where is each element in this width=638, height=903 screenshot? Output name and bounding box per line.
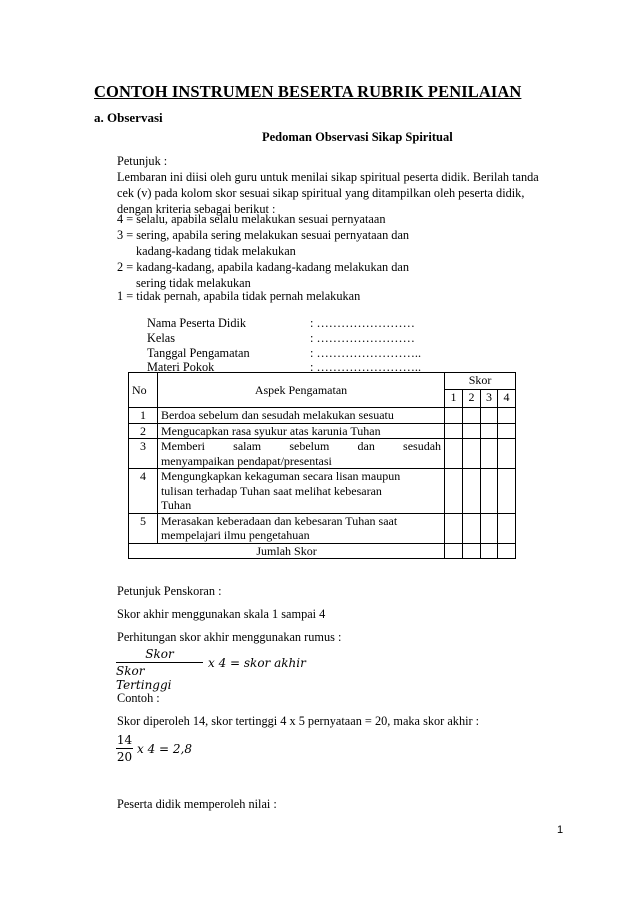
- score-cell[interactable]: [497, 423, 515, 439]
- field-value-kelas: : ……………………: [310, 331, 415, 345]
- criteria-3-cont: kadang-kadang tidak melakukan: [136, 244, 296, 258]
- row-no: 3: [129, 439, 158, 469]
- row-aspek: [157, 439, 444, 469]
- score-cell[interactable]: [481, 513, 498, 543]
- score-cell[interactable]: [481, 543, 498, 559]
- row-no: 5: [129, 513, 158, 543]
- table-row: [129, 408, 516, 424]
- petunjuk-line: dengan kriteria sebagai berikut :: [117, 202, 276, 216]
- score-cell[interactable]: [481, 469, 498, 514]
- row-text: Berdoa sebelum dan sesudah melakukan sesuatu: [160, 408, 394, 422]
- subtitle: Pedoman Observasi Sikap Spiritual: [262, 130, 453, 144]
- table-row: [129, 423, 516, 439]
- score-cell[interactable]: [463, 513, 481, 543]
- score-cell[interactable]: [481, 439, 498, 469]
- example-denominator: 20: [116, 750, 133, 764]
- header-skor: Skor: [445, 373, 516, 390]
- row-aspek: [157, 513, 444, 543]
- formula-rest: x 4 = skor akhir: [208, 656, 306, 670]
- score-cell[interactable]: [463, 439, 481, 469]
- table-row: [129, 543, 516, 559]
- example-rest: x 4 = 2,8: [137, 742, 192, 756]
- score-cell[interactable]: [497, 543, 515, 559]
- score-cell[interactable]: [463, 543, 481, 559]
- header-skor-1: 1: [445, 390, 463, 408]
- score-cell[interactable]: [463, 423, 481, 439]
- header-no: No: [129, 373, 158, 408]
- score-cell[interactable]: [497, 469, 515, 514]
- header-skor-3: 3: [481, 390, 498, 408]
- petunjuk-line: cek (v) pada kolom skor sesuai sikap spiritual yang ditampilkan oleh peserta didik,: [117, 186, 525, 200]
- score-cell[interactable]: [445, 469, 463, 514]
- row-aspek: [157, 408, 444, 424]
- score-cell[interactable]: [445, 439, 463, 469]
- table-row: [129, 469, 516, 514]
- nilai-text: Peserta didik memperoleh nilai :: [117, 797, 277, 811]
- score-cell[interactable]: [445, 408, 463, 424]
- field-label-tanggal: Tanggal Pengamatan: [147, 346, 250, 360]
- field-label-materi: Materi Pokok: [147, 360, 215, 374]
- score-cell[interactable]: [497, 408, 515, 424]
- criteria-4: 4 = selalu, apabila selalu melakukan sesuai pernyataan: [117, 212, 386, 226]
- score-cell[interactable]: [497, 513, 515, 543]
- petunjuk-line: Lembaran ini diisi oleh guru untuk menilai sikap spiritual peserta didik. Berilah tanda: [117, 170, 539, 184]
- field-label-kelas: Kelas: [147, 331, 175, 345]
- contoh-label: Contoh :: [117, 691, 160, 705]
- row-text: Mengucapkan rasa syukur atas karunia Tuhan: [160, 423, 381, 438]
- row-text: mempelajari ilmu pengetahuan: [160, 528, 310, 542]
- score-cell[interactable]: [463, 408, 481, 424]
- contoh-text: Skor diperoleh 14, skor tertinggi 4 x 5 pernyataan = 20, maka skor akhir :: [117, 714, 480, 728]
- score-cell[interactable]: [481, 423, 498, 439]
- row-text: tulisan terhadap Tuhan saat melihat kebesaran: [160, 483, 382, 498]
- header-skor-4: 4: [497, 390, 515, 408]
- criteria-3: 3 = sering, apabila sering melakukan sesuai pernyataan dan: [117, 228, 410, 242]
- score-cell[interactable]: [481, 408, 498, 424]
- field-value-materi: : ……………………..: [310, 360, 422, 374]
- penskoran-label: Petunjuk Penskoran :: [117, 584, 222, 598]
- section-heading: a. Observasi: [94, 110, 163, 125]
- score-cell[interactable]: [445, 423, 463, 439]
- score-cell[interactable]: [463, 469, 481, 514]
- header-aspek: Aspek Pengamatan: [157, 373, 444, 408]
- example-numerator: 14: [116, 733, 133, 747]
- row-aspek: [157, 469, 444, 514]
- petunjuk-label: Petunjuk :: [117, 154, 168, 168]
- table-row: [129, 513, 516, 543]
- page-title: CONTOH INSTRUMEN BESERTA RUBRIK PENILAIAN: [94, 82, 522, 101]
- header-skor-2: 2: [463, 390, 481, 408]
- formula-fraction: [116, 647, 203, 692]
- row-text: Mengungkapkan kekaguman secara lisan maupun: [160, 469, 401, 483]
- row-no: 4: [129, 469, 158, 514]
- formula-numerator: Skor: [145, 647, 174, 661]
- total-label: Jumlah Skor: [129, 543, 445, 559]
- fraction-bar: [116, 662, 203, 663]
- field-label-nama: Nama Peserta Didik: [147, 316, 247, 330]
- criteria-2: 2 = kadang-kadang, apabila kadang-kadang melakukan dan: [117, 260, 410, 274]
- score-cell[interactable]: [445, 513, 463, 543]
- formula-denominator: Skor Tertinggi: [116, 664, 172, 692]
- fraction-bar: [116, 748, 133, 749]
- score-cell[interactable]: [445, 543, 463, 559]
- row-no: 1: [129, 408, 158, 424]
- field-value-nama: : ……………………: [310, 316, 415, 330]
- page-number: 1: [557, 824, 564, 836]
- rubric-table: [128, 372, 516, 559]
- row-text: Merasakan keberadaan dan kebesaran Tuhan saat: [160, 513, 398, 528]
- rumus-label: Perhitungan skor akhir menggunakan rumus :: [117, 630, 342, 644]
- row-text: menyampaikan pendapat/presentasi: [160, 453, 332, 468]
- criteria-2-cont: sering tidak melakukan: [136, 276, 251, 290]
- field-value-tanggal: : ……………………..: [310, 346, 422, 360]
- example-fraction: [116, 733, 133, 764]
- row-text: Memberi salam sebelum dan sesudah: [160, 439, 442, 453]
- table-row: [129, 439, 516, 469]
- criteria-1: 1 = tidak pernah, apabila tidak pernah melakukan: [117, 289, 361, 303]
- row-aspek: [157, 423, 444, 439]
- skala-text: Skor akhir menggunakan skala 1 sampai 4: [117, 607, 326, 621]
- row-text: Tuhan: [160, 498, 192, 512]
- row-no: 2: [129, 423, 158, 439]
- score-cell[interactable]: [497, 439, 515, 469]
